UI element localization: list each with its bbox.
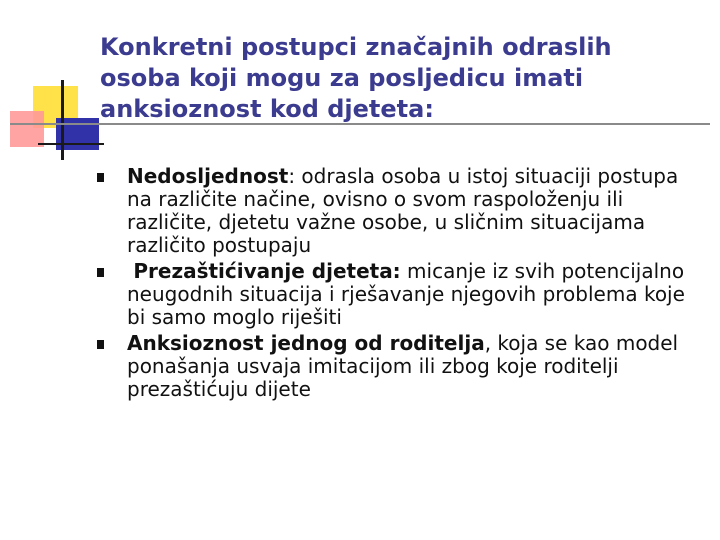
- bullet-term: Nedosljednost: [127, 164, 289, 188]
- bullet-item-prezasticivanje: [97, 260, 707, 329]
- decor-short-line: [38, 143, 104, 145]
- bullet-term: Prezaštićivanje djeteta:: [133, 259, 401, 283]
- decor-pink-square: [10, 111, 44, 147]
- square-bullet-icon: [97, 268, 104, 277]
- bullet-text: : odrasla osoba u istoj situaciji postupa na različite načine, ovisno o svom raspoloženju ili različite, djetetu važne osobe, u sličnim situacijama različito postupaju: [127, 164, 679, 257]
- bullet-text: micanje iz svih potencijalno neugodnih situacija i rješavanje njegovih problema koje bi samo moglo riješiti: [127, 259, 685, 329]
- square-bullet-icon: [97, 340, 104, 349]
- bullet-text: , koja se kao model ponašanja usvaja imitacijom ili zbog koje roditelji prezaštićuju dijete: [127, 331, 679, 401]
- bullet-item-anksioznost: [97, 332, 707, 401]
- bullet-list: [97, 165, 707, 404]
- bullet-item-nedosljednost: [97, 165, 707, 257]
- slide-title: Konkretni postupci značajnih odraslih osoba koji mogu za posljedicu imati anksioznost kod djeteta:: [100, 33, 612, 123]
- square-bullet-icon: [97, 173, 104, 182]
- decor-vertical-line: [61, 80, 64, 160]
- bullet-term: Anksioznost jednog od roditelja: [127, 331, 485, 355]
